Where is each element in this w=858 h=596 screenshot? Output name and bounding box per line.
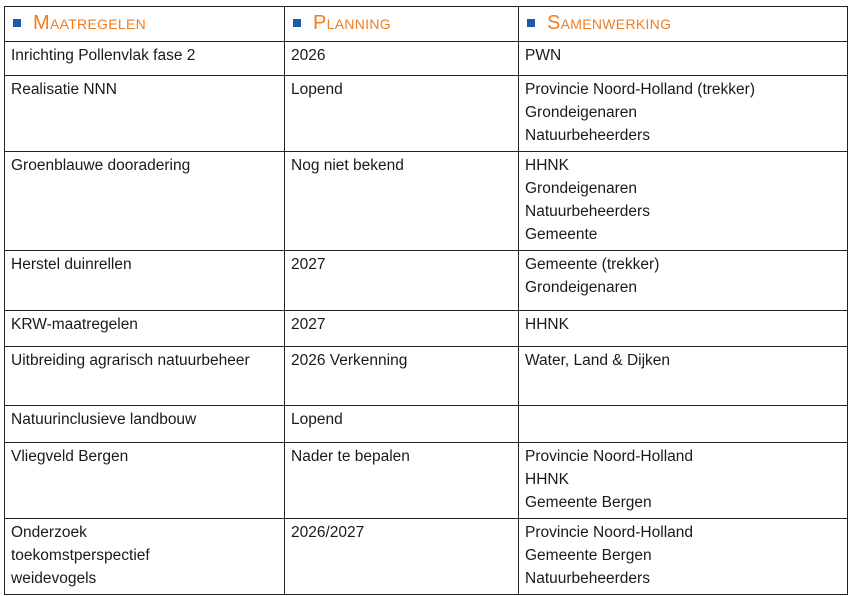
partner-line: Gemeente [525,226,598,243]
cell-planning: 2026 [285,42,519,76]
header-label: Samenwerking [547,12,672,34]
partner-line: Natuurbeheerders [525,570,650,587]
partner-line: Gemeente Bergen [525,494,652,511]
table-row [5,152,848,251]
cell-maatregel: Uitbreiding agrarisch natuurbeheer [5,347,285,406]
cell-planning: 2026/2027 [285,519,519,595]
partner-line: HHNK [525,471,569,488]
table-row [5,443,848,519]
measures-table-container [4,6,848,595]
partner-line: Provincie Noord-Holland [525,448,693,465]
cell-maatregel: KRW-maatregelen [5,311,285,347]
table-row [5,42,848,76]
partner-line: Natuurbeheerders [525,127,650,144]
square-bullet-icon [293,19,301,27]
table-row [5,76,848,152]
partner-line: Gemeente (trekker) [525,256,660,273]
cell-maatregel: Onderzoek toekomstperspectief weidevogels [5,519,285,595]
partner-line: HHNK [525,316,569,333]
table-row [5,406,848,443]
partner-line: Provincie Noord-Holland [525,524,693,541]
partner-line: Grondeigenaren [525,180,638,197]
cell-maatregel: Herstel duinrellen [5,251,285,311]
header-label: Planning [313,12,391,34]
partner-line: Grondeigenaren [525,104,638,121]
cell-maatregel: Inrichting Pollenvlak fase 2 [5,42,285,76]
square-bullet-icon [527,19,535,27]
cell-planning: Lopend [285,76,519,152]
table-row [5,347,848,406]
partner-line: Grondeigenaren [525,279,638,296]
cell-planning: Nog niet bekend [285,152,519,251]
partner-line: Gemeente Bergen [525,547,652,564]
partner-line: HHNK [525,157,569,174]
cell-planning: 2027 [285,251,519,311]
cell-samenwerking [519,311,848,347]
cell-planning: Nader te bepalen [285,443,519,519]
table-row [5,519,848,595]
partner-line: PWN [525,47,562,64]
partner-line: Water, Land & Dijken [525,352,671,369]
cell-planning: 2026 Verkenning [285,347,519,406]
cell-samenwerking [519,42,848,76]
cell-maatregel: Realisatie NNN [5,76,285,152]
cell-samenwerking [519,347,848,406]
header-planning [285,7,519,42]
cell-samenwerking [519,443,848,519]
cell-samenwerking [519,519,848,595]
cell-planning: 2027 [285,311,519,347]
table-body [5,42,848,595]
partner-line: Provincie Noord-Holland (trekker) [525,81,755,98]
header-maatregelen [5,7,285,42]
cell-samenwerking [519,406,848,443]
cell-planning: Lopend [285,406,519,443]
measures-table [4,6,848,595]
table-header-row [5,7,848,42]
table-row [5,251,848,311]
cell-samenwerking [519,76,848,152]
square-bullet-icon [13,19,21,27]
cell-samenwerking [519,152,848,251]
cell-maatregel: Vliegveld Bergen [5,443,285,519]
partner-line: Natuurbeheerders [525,203,650,220]
table-row [5,311,848,347]
cell-samenwerking [519,251,848,311]
header-label: Maatregelen [33,12,147,34]
cell-maatregel: Natuurinclusieve landbouw [5,406,285,443]
header-samenwerking [519,7,848,42]
cell-maatregel: Groenblauwe dooradering [5,152,285,251]
